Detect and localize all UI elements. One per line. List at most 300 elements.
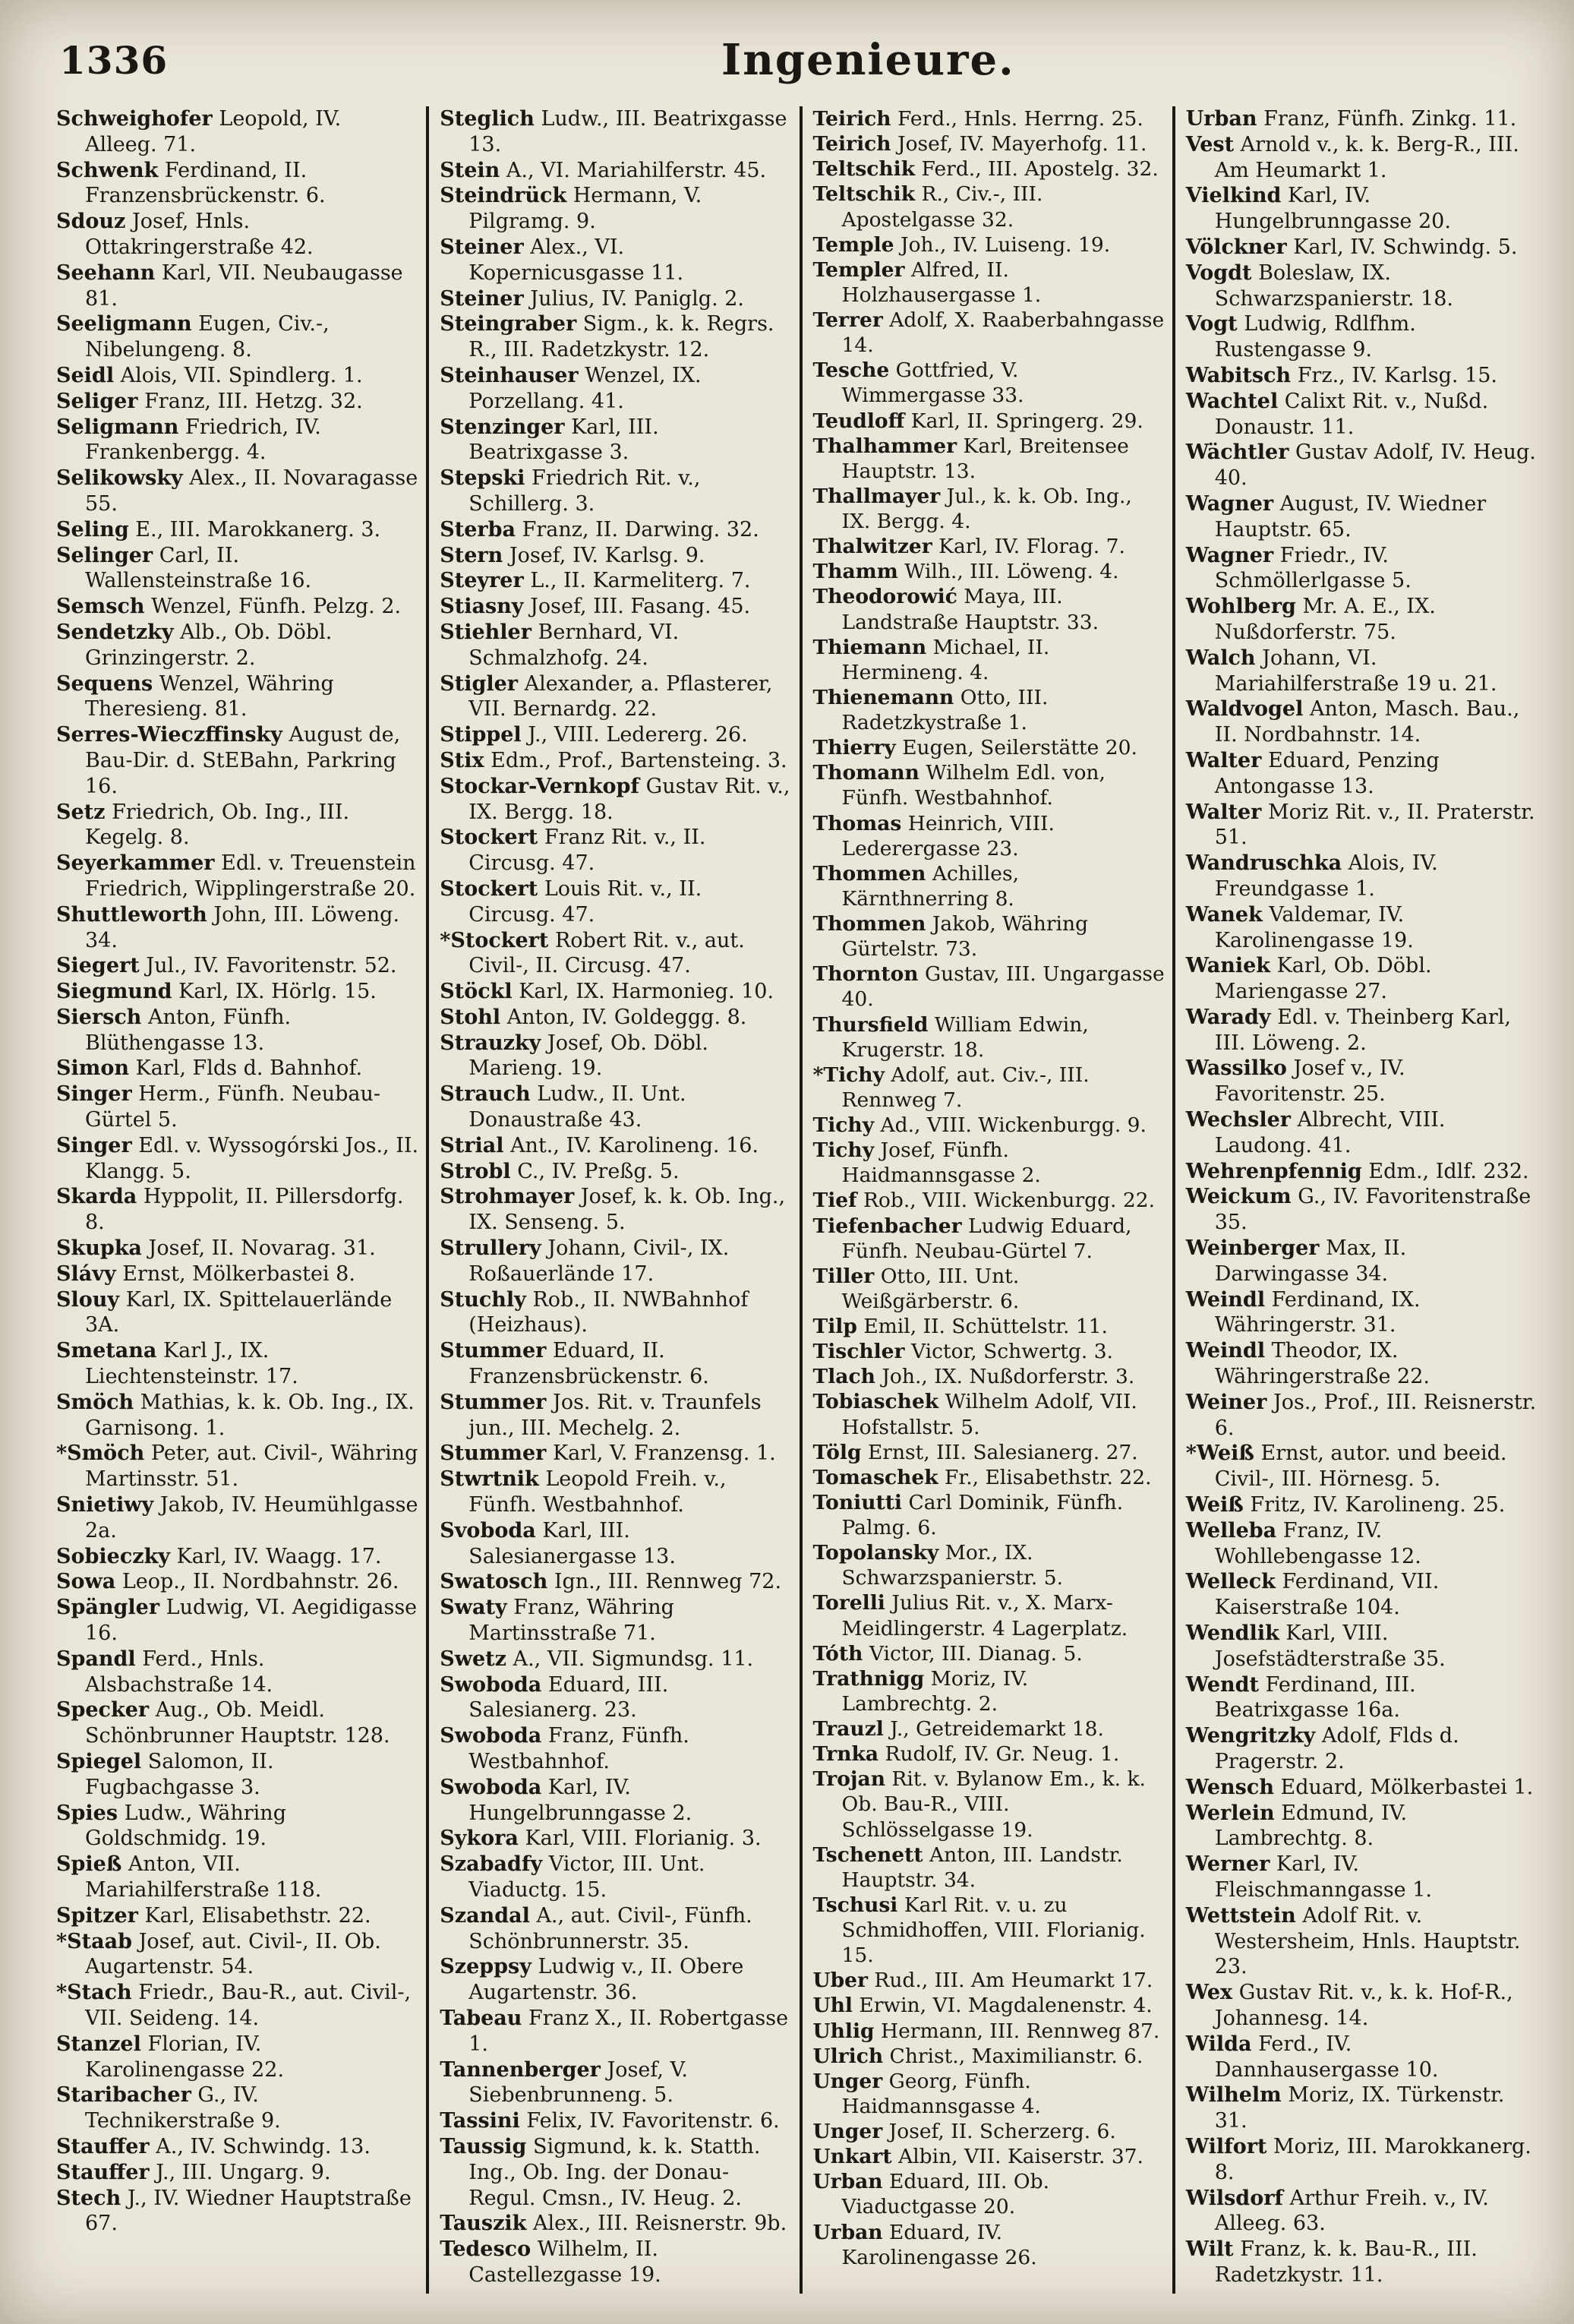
entry-name: Welleck: [1185, 1570, 1276, 1594]
directory-entry: [1186, 311, 1538, 363]
entry-name: Swatosch: [440, 1570, 548, 1594]
entry-details: Robert Rit. v., aut. Civil-, II. Circusg. 47.: [468, 928, 745, 978]
entry-details: Adolf, Flds d. Pragerstr. 2.: [1214, 1724, 1459, 1773]
entry-details: Anton, Masch. Bau., II. Nordbahnstr. 14.: [1214, 697, 1520, 747]
directory-entry: [56, 2082, 418, 2134]
entry-details: Karl, Ob. Döbl. Mariengasse 27.: [1214, 954, 1432, 1004]
directory-entry: [813, 1389, 1165, 1439]
entry-name: Staribacher: [56, 2083, 191, 2108]
directory-entry: [440, 363, 791, 415]
directory-entry: [1186, 1621, 1538, 1672]
entry-name: Seligmann: [56, 415, 179, 439]
entry-name: Sterba: [440, 517, 516, 542]
entry-details: Gottfried, V. Wimmergasse 33.: [841, 358, 1024, 408]
entry-name: Teltschik: [812, 157, 916, 182]
entry-details: Karl, IX. Hörlg. 15.: [178, 980, 377, 1004]
entry-details: Karl, Breitensee Hauptstr. 13.: [841, 434, 1129, 483]
directory-entry: [813, 1968, 1165, 1993]
entry-details: Edl. v. Theinberg Karl, III. Löweng. 2.: [1214, 1005, 1511, 1055]
entry-name: Thommen: [812, 861, 926, 886]
directory-entry: [813, 1716, 1165, 1741]
entry-name: Seliger: [56, 389, 138, 413]
entry-details: Rud., III. Am Heumarkt 17.: [874, 1969, 1153, 1993]
entry-details: Anton, Fünfh. Blüthengasse 13.: [85, 1005, 292, 1055]
entry-name: Simon: [56, 1056, 129, 1081]
entry-name: Trauzl: [812, 1717, 884, 1741]
directory-entry: [56, 902, 418, 954]
entry-name: Torelli: [812, 1591, 885, 1615]
entry-name: Wilsdorf: [1185, 2186, 1284, 2210]
directory-entry: [440, 1723, 791, 1775]
entry-details: Anton, IV. Goldeggg. 8.: [506, 1005, 747, 1029]
directory-entry: [440, 2108, 791, 2134]
entry-details: Friedr., Bau-R., aut. Civil-, VII. Seideng. 14.: [85, 1981, 412, 2030]
entry-details: August de, Bau-Dir. d. StEBahn, Parkring 16.: [85, 723, 401, 798]
directory-entry: [813, 1842, 1165, 1893]
directory-entry: [813, 1264, 1165, 1314]
entry-details: Josef, aut. Civil-, II. Ob. Augartenstr. 54.: [85, 1929, 381, 1979]
entry-details: Ernst, Mölkerbastei 8.: [122, 1261, 355, 1286]
entry-details: Franz, IV. Wohllebengasse 12.: [1214, 1518, 1421, 1568]
entry-name: Wanek: [1185, 902, 1263, 927]
entry-details: Rit. v. Bylanow Em., k. k. Ob. Bau-R., VIII. Schlösselgasse 19.: [841, 1767, 1146, 1842]
entry-name: Tabeau: [440, 2006, 522, 2030]
entry-details: Salomon, II. Fugbachgasse 3.: [85, 1750, 274, 1799]
entry-name: Strullery: [440, 1236, 541, 1261]
directory-entry: [440, 2006, 791, 2057]
directory-entry: [56, 1184, 418, 1236]
directory-entry: [56, 106, 418, 158]
entry-name: Stuchly: [440, 1287, 526, 1312]
entry-details: Josef v., IV. Favoritenstr. 25.: [1214, 1056, 1405, 1107]
entry-name: Strohmayer: [440, 1185, 575, 1209]
entry-name: Sykora: [440, 1827, 519, 1851]
directory-entry: [813, 106, 1165, 131]
directory-entry: [813, 534, 1165, 559]
directory-entry: [440, 1903, 791, 1955]
entry-name: Wachtel: [1185, 389, 1279, 413]
directory-entry: [1186, 646, 1538, 697]
entry-name: Strial: [440, 1133, 504, 1157]
entry-details: R., Civ.-, III. Apostelgasse 32.: [841, 182, 1043, 232]
entry-name: Stech: [56, 2186, 121, 2210]
entry-name: Taussig: [440, 2134, 527, 2158]
entry-name: Weinberger: [1185, 1236, 1320, 1261]
entry-name: Schwenk: [56, 158, 159, 182]
entry-name: Sowa: [56, 1570, 116, 1594]
directory-entry: [813, 2119, 1165, 2144]
entry-name: Steiner: [440, 286, 524, 311]
entry-details: Sigmund, k. k. Statth. Ing., Ob. Ing. der Donau-Regul. Cmsn., IV. Heug. 2.: [468, 2134, 761, 2210]
entry-details: Wilh., III. Löweng. 4.: [904, 560, 1119, 584]
directory-entry: [440, 1338, 791, 1390]
entry-name: Wechsler: [1185, 1108, 1291, 1132]
directory-entry: [813, 2169, 1165, 2219]
entry-name: Spängler: [56, 1596, 160, 1620]
entry-name: Stippel: [440, 723, 522, 747]
directory-entry: [56, 1261, 418, 1287]
directory-entry: [813, 1063, 1165, 1113]
directory-entry: [440, 1031, 791, 1082]
entry-details: Ludw., III. Beatrixgasse 13.: [468, 107, 787, 156]
entry-name: Welleba: [1185, 1518, 1277, 1542]
directory-entry: [813, 1893, 1165, 1968]
directory-entry: [813, 131, 1165, 156]
entry-details: Moriz, III. Marokkanerg. 8.: [1214, 2134, 1531, 2184]
directory-entry: [56, 1390, 418, 1441]
entry-details: Karl, IV. Fleischmanngasse 1.: [1214, 1852, 1432, 1902]
entry-name: Slouy: [56, 1287, 120, 1312]
entry-name: Walter: [1185, 800, 1262, 824]
entry-name: Vogt: [1185, 312, 1238, 336]
entry-name: Wagner: [1185, 543, 1274, 567]
directory-entry: [56, 2160, 418, 2186]
page-number: 1336: [59, 38, 169, 83]
entry-details: Eugen, Civ.-, Nibelungeng. 8.: [85, 312, 330, 362]
entry-name: Wengritzky: [1185, 1724, 1316, 1748]
entry-details: Josef, III. Fasang. 45.: [530, 595, 751, 619]
entry-name: Teirich: [812, 132, 891, 156]
entry-details: Anton, VII. Mariahilferstraße 118.: [85, 1852, 322, 1902]
directory-entry: [440, 1518, 791, 1570]
entry-details: A., aut. Civil-, Fünfh. Schönbrunnerstr. 35.: [468, 1903, 752, 1953]
entry-name: *Weiß: [1185, 1441, 1254, 1466]
entry-name: Thommen: [812, 912, 926, 936]
entry-name: Spiegel: [56, 1750, 142, 1773]
entry-details: Karl, VII. Neubaugasse 81.: [85, 261, 403, 311]
entry-name: Trojan: [812, 1767, 885, 1792]
entry-details: Wilhelm Adolf, VII. Hofstallstr. 5.: [841, 1390, 1137, 1439]
entry-name: Unger: [812, 2120, 883, 2143]
directory-entry: [1186, 1980, 1538, 2032]
entry-name: Urban: [812, 2170, 883, 2194]
directory-entry: [1186, 363, 1538, 389]
entry-name: Tiller: [812, 1264, 875, 1288]
entry-details: Friedrich, IV. Frankenbergg. 4.: [85, 415, 321, 465]
entry-name: Wendt: [1185, 1672, 1260, 1697]
directory-entry: [440, 1775, 791, 1827]
entry-details: Carl, II. Wallensteinstraße 16.: [85, 543, 312, 593]
entry-details: Mathias, k. k. Ob. Ing., IX. Garnisong. 1.: [85, 1390, 415, 1440]
entry-details: Adolf, aut. Civ.-, III. Rennweg 7.: [841, 1063, 1090, 1112]
entry-name: Terrer: [812, 308, 883, 332]
directory-entry: [1186, 2186, 1538, 2237]
entry-name: Tomaschek: [812, 1465, 938, 1489]
entry-name: Teltschik: [812, 182, 916, 207]
entry-details: Jul., k. k. Ob. Ing., IX. Bergg. 4.: [841, 484, 1132, 533]
entry-name: Tilp: [812, 1315, 857, 1338]
entry-name: Spies: [56, 1801, 118, 1825]
entry-details: Adolf, X. Raaberbahngasse 14.: [841, 308, 1165, 358]
entry-details: Johann, Civil-, IX. Roßauerlände 17.: [468, 1236, 730, 1286]
entry-details: Rob., VIII. Wickenburgg. 22.: [863, 1189, 1156, 1213]
entry-name: *Smöch: [56, 1441, 145, 1466]
directory-entry: [1186, 1184, 1538, 1236]
entry-name: Stigler: [440, 671, 519, 696]
entry-name: Wandruschka: [1185, 851, 1342, 876]
directory-entry: [56, 1236, 418, 1261]
directory-entry: [1186, 851, 1538, 902]
directory-entry: [813, 811, 1165, 861]
entry-details: Franz, Fünfh. Zinkg. 11.: [1263, 107, 1517, 131]
directory-entry: [813, 1364, 1165, 1389]
directory-entry: [813, 1465, 1165, 1490]
directory-entry: [440, 1184, 791, 1236]
entry-name: Temple: [812, 232, 894, 257]
directory-entry: [440, 825, 791, 876]
entry-details: Fr., Elisabethstr. 22.: [945, 1465, 1152, 1489]
entry-details: Alb., Ob. Döbl. Grinzingerstr. 2.: [85, 620, 333, 670]
entry-name: Tief: [812, 1189, 857, 1213]
directory-entry: [56, 466, 418, 517]
entry-name: Steingraber: [440, 312, 577, 336]
directory-entry: [1186, 183, 1538, 235]
directory-entry: [440, 1390, 791, 1441]
entry-details: Franz X., II. Robertgasse 1.: [468, 2006, 789, 2056]
entry-name: Seehann: [56, 261, 156, 285]
entry-name: Steiner: [440, 235, 524, 259]
directory-entry: [56, 1801, 418, 1852]
entry-details: G., IV. Technikerstraße 9.: [85, 2083, 281, 2133]
directory-entry: [813, 685, 1165, 735]
entry-details: Karl, IV. Schwindg. 5.: [1293, 235, 1518, 259]
entry-details: Eduard, II. Franzensbrückenstr. 6.: [468, 1339, 709, 1389]
entry-details: Karl, IV. Hungelbrunngasse 20.: [1214, 184, 1451, 234]
entry-details: Josef, IV. Karlsg. 9.: [509, 543, 705, 567]
directory-entry: [56, 1056, 418, 1081]
directory-entry: [56, 1647, 418, 1698]
directory-entry: [440, 1005, 791, 1031]
entry-name: Weindl: [1185, 1287, 1266, 1312]
directory-entry: [813, 2044, 1165, 2069]
entry-details: Josef, II. Scherzerg. 6.: [888, 2120, 1116, 2143]
entry-details: Ferd., III. Apostelg. 32.: [921, 157, 1159, 182]
entry-details: Mr. A. E., IX. Nußdorferstr. 75.: [1214, 595, 1436, 644]
directory-entry: [1186, 491, 1538, 543]
entry-details: L., II. Karmeliterg. 7.: [530, 569, 751, 593]
entry-details: Ferdinand, II. Franzensbrückenstr. 6.: [85, 158, 326, 208]
entry-name: Tschusi: [812, 1893, 898, 1917]
entry-name: Swoboda: [440, 1724, 542, 1748]
entry-name: Vest: [1185, 132, 1235, 156]
entry-details: Wilhelm Edl. von, Fünfh. Westbahnhof.: [841, 761, 1106, 810]
entry-name: Wex: [1185, 1981, 1233, 2005]
entry-details: Ludw., II. Unt. Donaustraße 43.: [468, 1082, 686, 1132]
directory-entry: [56, 722, 418, 799]
entry-name: Strauzky: [440, 1031, 541, 1055]
entry-details: Gustav, III. Ungargasse 40.: [841, 962, 1165, 1012]
entry-details: Josef, V. Siebenbrunneng. 5.: [468, 2057, 688, 2108]
entry-name: Tóth: [812, 1641, 863, 1666]
entry-details: Maya, III. Landstraße Hauptstr. 33.: [841, 585, 1099, 634]
entry-name: Weindl: [1185, 1339, 1266, 1363]
directory-entry: [1186, 2082, 1538, 2134]
entry-name: Sdouz: [56, 210, 126, 234]
entry-name: Szandal: [440, 1903, 530, 1928]
directory-entry: [1186, 696, 1538, 748]
entry-details: Ludwig, VI. Aegidigasse 16.: [85, 1596, 418, 1646]
entry-name: Thallmayer: [812, 484, 941, 508]
entry-details: Friedrich Rit. v., Schillerg. 3.: [468, 466, 701, 516]
entry-details: Leopold Freih. v., Fünfh. Westbahnhof.: [468, 1467, 727, 1517]
directory-entry: [813, 1113, 1165, 1138]
entry-name: Sequens: [56, 671, 153, 696]
entry-name: *Tichy: [812, 1063, 885, 1087]
directory-entry: [440, 1569, 791, 1595]
entry-name: Trathnigg: [812, 1666, 925, 1691]
entry-name: Stockar-Vernkopf: [440, 774, 640, 798]
directory-entry: [56, 1903, 418, 1929]
entry-name: Strobl: [440, 1159, 511, 1183]
entry-details: Julius Rit. v., X. Marx-Meidlingerstr. 4 Lagerplatz.: [841, 1591, 1128, 1640]
entry-details: A., VI. Mariahilferstr. 45.: [506, 158, 767, 182]
entry-name: *Stach: [56, 1981, 132, 2005]
directory-entry: [813, 1012, 1165, 1063]
directory-entry: [1186, 800, 1538, 851]
entry-name: Serres-Wieczffinsky: [56, 723, 282, 747]
entry-name: Schweighofer: [56, 107, 213, 131]
entry-details: E., III. Marokkanerg. 3.: [135, 517, 381, 542]
directory-entry: [56, 1852, 418, 1903]
directory-entry: [440, 774, 791, 826]
directory-entry: [440, 1159, 791, 1185]
directory-entry: [1186, 106, 1538, 132]
entry-details: Karl, VIII. Josefstädterstraße 35.: [1214, 1621, 1446, 1671]
entry-details: Leopold, IV. Alleeg. 71.: [85, 107, 342, 156]
entry-details: Adolf Rit. v. Westersheim, Hnls. Hauptstr. 23.: [1214, 1903, 1521, 1979]
entry-details: Karl, III. Salesianergasse 13.: [468, 1518, 676, 1568]
entry-name: Steglich: [440, 107, 535, 131]
entry-name: Seyerkammer: [56, 851, 215, 876]
entry-details: Alex., III. Reisnerstr. 9b.: [532, 2212, 787, 2236]
directory-entry: [1186, 132, 1538, 184]
directory-entry: [56, 1338, 418, 1390]
directory-entry: [440, 158, 791, 184]
entry-details: J., III. Ungarg. 9.: [156, 2160, 331, 2184]
directory-entry: [813, 1767, 1165, 1842]
entry-name: Uhl: [812, 1994, 853, 2018]
entry-details: Ferdinand, VII. Kaiserstraße 104.: [1214, 1570, 1440, 1620]
entry-name: Selinger: [56, 543, 153, 567]
entry-name: Swetz: [440, 1647, 506, 1671]
entry-details: Ant., IV. Karolineng. 16.: [510, 1133, 759, 1157]
entry-details: Ludw., Währing Goldschmidg. 19.: [85, 1801, 286, 1851]
entry-details: John, III. Löweng. 34.: [85, 902, 400, 952]
entry-details: Edm., Idlf. 232.: [1368, 1159, 1529, 1183]
directory-entry: [440, 2237, 791, 2288]
directory-entry: [56, 1544, 418, 1570]
entry-details: Eduard, Mölkerbastei 1.: [1280, 1775, 1534, 1799]
entry-details: Karl, III. Beatrixgasse 3.: [468, 415, 659, 465]
directory-entry: [440, 1826, 791, 1852]
entry-details: Moriz, IV. Lambrechtg. 2.: [841, 1666, 1029, 1716]
entry-details: Eduard, Penzing Antongasse 13.: [1214, 748, 1440, 798]
directory-entry: [813, 257, 1165, 308]
entry-name: Stein: [440, 158, 500, 182]
directory-entry: [440, 2134, 791, 2211]
entry-name: Thornton: [812, 962, 919, 987]
directory-entry: [440, 671, 791, 723]
entry-name: Theodorowić: [812, 585, 957, 609]
entry-name: Thomas: [812, 811, 902, 835]
entry-name: Stwrtnik: [440, 1467, 539, 1492]
entry-name: Stohl: [440, 1005, 501, 1029]
entry-details: Jakob, Währing Gürtelstr. 73.: [841, 912, 1089, 961]
entry-details: J., Getreidemarkt 18.: [890, 1717, 1104, 1741]
entry-details: Edmund, IV. Lambrechtg. 8.: [1214, 1801, 1408, 1851]
entry-name: Semsch: [56, 595, 145, 619]
directory-entry: [813, 1590, 1165, 1640]
entry-name: Waniek: [1185, 954, 1270, 978]
entry-name: Sobieczky: [56, 1544, 170, 1568]
entry-details: Josef, Ob. Döbl. Marieng. 19.: [468, 1031, 709, 1081]
directory-entry: [56, 543, 418, 595]
directory-entry: [56, 671, 418, 723]
directory-entry: [813, 182, 1165, 232]
entry-name: Stummer: [440, 1390, 547, 1414]
entry-name: Smetana: [56, 1339, 157, 1363]
entry-name: Wabitsch: [1185, 363, 1292, 387]
entry-details: Erwin, VI. Magdalenenstr. 4.: [859, 1994, 1153, 2018]
page-title: Ingenieure.: [721, 35, 1015, 85]
directory-entry: [1186, 1236, 1538, 1287]
directory-entry: [56, 1595, 418, 1647]
entry-name: Spitzer: [56, 1903, 138, 1928]
entry-name: Stauffer: [56, 2160, 150, 2184]
directory-entry: [56, 851, 418, 902]
entry-name: Wilhelm: [1185, 2083, 1282, 2108]
directory-entry: [440, 1236, 791, 1287]
directory-entry: [440, 722, 791, 748]
directory-entry: [56, 1569, 418, 1595]
directory-entry: [1186, 2237, 1538, 2288]
entry-details: Edm., Prof., Bartensteing. 3.: [490, 748, 787, 772]
directory-entry: [440, 1467, 791, 1518]
entry-name: Stepski: [440, 466, 525, 491]
entry-name: Siegert: [56, 954, 140, 978]
entry-details: Alexander, a. Pflasterer, VII. Bernardg. 22.: [468, 671, 773, 722]
entry-name: Swoboda: [440, 1672, 542, 1697]
directory-entry: [440, 543, 791, 569]
entry-details: Johann, VI. Mariahilferstraße 19 u. 21.: [1214, 646, 1497, 696]
directory-entry: [56, 979, 418, 1005]
entry-details: Josef, Fünfh. Haidmannsgasse 2.: [841, 1138, 1041, 1188]
entry-name: Tschenett: [812, 1842, 923, 1867]
entry-name: Stummer: [440, 1441, 547, 1466]
directory-entry: [813, 1666, 1165, 1716]
entry-details: Ferd., Hnls. Alsbachstraße 14.: [85, 1647, 273, 1697]
entry-name: Thienemann: [812, 685, 954, 709]
entry-name: Topolansky: [812, 1541, 939, 1565]
entry-details: Mor., IX. Schwarzspanierstr. 5.: [841, 1541, 1064, 1590]
entry-name: Tauszik: [440, 2212, 527, 2236]
directory-entry: [440, 106, 791, 158]
directory-entry: [56, 1005, 418, 1056]
entry-details: Eduard, III. Salesianerg. 23.: [468, 1672, 669, 1722]
directory-entry: [56, 389, 418, 415]
entry-details: Theodor, IX. Währingerstraße 22.: [1214, 1339, 1430, 1389]
entry-details: Otto, III. Unt. Weißgärberstr. 6.: [841, 1264, 1020, 1313]
directory-entry: [813, 1214, 1165, 1264]
entry-name: Weiß: [1185, 1493, 1244, 1517]
entry-name: Tesche: [812, 358, 890, 383]
entry-details: Josef, II. Novarag. 31.: [148, 1236, 376, 1261]
directory-entry: [440, 2057, 791, 2109]
entry-name: Stiehler: [440, 620, 532, 644]
entry-details: Ernst, III. Salesianerg. 27.: [867, 1440, 1138, 1464]
entry-name: Thiemann: [812, 635, 927, 659]
directory-entry: [813, 1490, 1165, 1540]
